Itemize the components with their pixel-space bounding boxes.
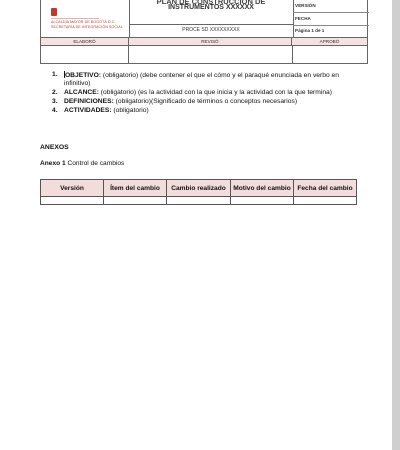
logo-text-line2: SECRETARÍA DE INTEGRACIÓN SOCIAL	[51, 25, 123, 29]
column-header-item: Ítem del cambio	[104, 180, 167, 197]
signature-blank-row	[40, 45, 368, 64]
section-text: (obligatorio) (debe contener el que el cómo y el paraqué enunciada en verbo en infinitivo)	[64, 72, 339, 87]
header-title-cell	[129, 0, 294, 25]
list-item[interactable]	[52, 107, 352, 115]
signature-label-elaboro: ELABORÓ	[41, 38, 129, 45]
list-number: 4.	[52, 107, 58, 114]
document-code: PROCE SD XXXXXXXXX	[129, 24, 294, 37]
header-title-line1: PLAN DE CONSTRUCCION DE	[156, 0, 266, 6]
table-cell[interactable]	[167, 197, 231, 205]
signature-label-reviso: REVISÓ	[129, 38, 292, 45]
signature-label-aprobo: APROBÓ	[292, 38, 367, 45]
column-header-date: Fecha del cambio	[294, 180, 357, 197]
column-header-reason: Motivo del cambio	[231, 180, 294, 197]
logo-cell	[41, 0, 130, 37]
section-text: (obligatorio)(Significado de términos o conceptos necesarios)	[113, 98, 298, 105]
signature-cell[interactable]	[41, 46, 129, 63]
logo-text-line1: ALCALDÍA MAYOR DE BOGOTÁ D.C.	[51, 20, 116, 24]
version-label: VERSIÓN	[295, 3, 316, 8]
header-top-row	[40, 0, 368, 38]
meta-divider	[293, 12, 369, 13]
list-number: 1.	[52, 71, 58, 78]
section-text: (obligatorio) (es la actividad con la que inicia y la actividad con la que termina)	[98, 89, 332, 96]
table-row	[41, 197, 357, 205]
section-key: ALCANCE:	[64, 89, 99, 96]
page-label: Página 1 de 1	[295, 28, 325, 33]
list-number: 2.	[52, 89, 58, 96]
table-cell[interactable]	[231, 197, 294, 205]
meta-divider	[293, 25, 369, 26]
signature-labels-row	[40, 38, 368, 45]
table-cell[interactable]	[104, 197, 167, 205]
annex1-title: Control de cambios	[65, 160, 125, 167]
section-key: ACTIVIDADES:	[64, 107, 112, 114]
section-key: OBJETIVO:	[64, 72, 102, 79]
column-header-change: Cambio realizado	[167, 180, 231, 197]
header-meta-cell	[293, 0, 369, 37]
date-label: FECHA	[295, 16, 311, 21]
header-title-line2: INSTRUMENTOS XXXXXX	[168, 4, 254, 11]
annex1-label: Anexo 1	[40, 160, 66, 167]
logo-divider	[51, 18, 99, 19]
document-header	[40, 0, 368, 64]
signature-cell[interactable]	[293, 46, 367, 63]
signature-cell[interactable]	[129, 46, 293, 63]
table-header-row	[41, 180, 357, 197]
list-item[interactable]	[52, 89, 352, 97]
table-cell[interactable]	[294, 197, 357, 205]
section-text: (obligatorio)	[111, 107, 149, 114]
list-item[interactable]	[52, 98, 352, 106]
change-control-table	[40, 179, 357, 205]
section-list	[52, 71, 352, 116]
list-item[interactable]	[52, 71, 352, 88]
table-cell[interactable]	[41, 197, 104, 205]
window-background	[392, 0, 400, 450]
list-number: 3.	[52, 98, 58, 105]
annex1-caption	[40, 160, 124, 167]
annex-heading: ANEXOS	[40, 144, 69, 151]
column-header-version: Versión	[41, 180, 104, 197]
coat-of-arms-icon	[51, 8, 57, 16]
section-key: DEFINICIONES:	[64, 98, 114, 105]
